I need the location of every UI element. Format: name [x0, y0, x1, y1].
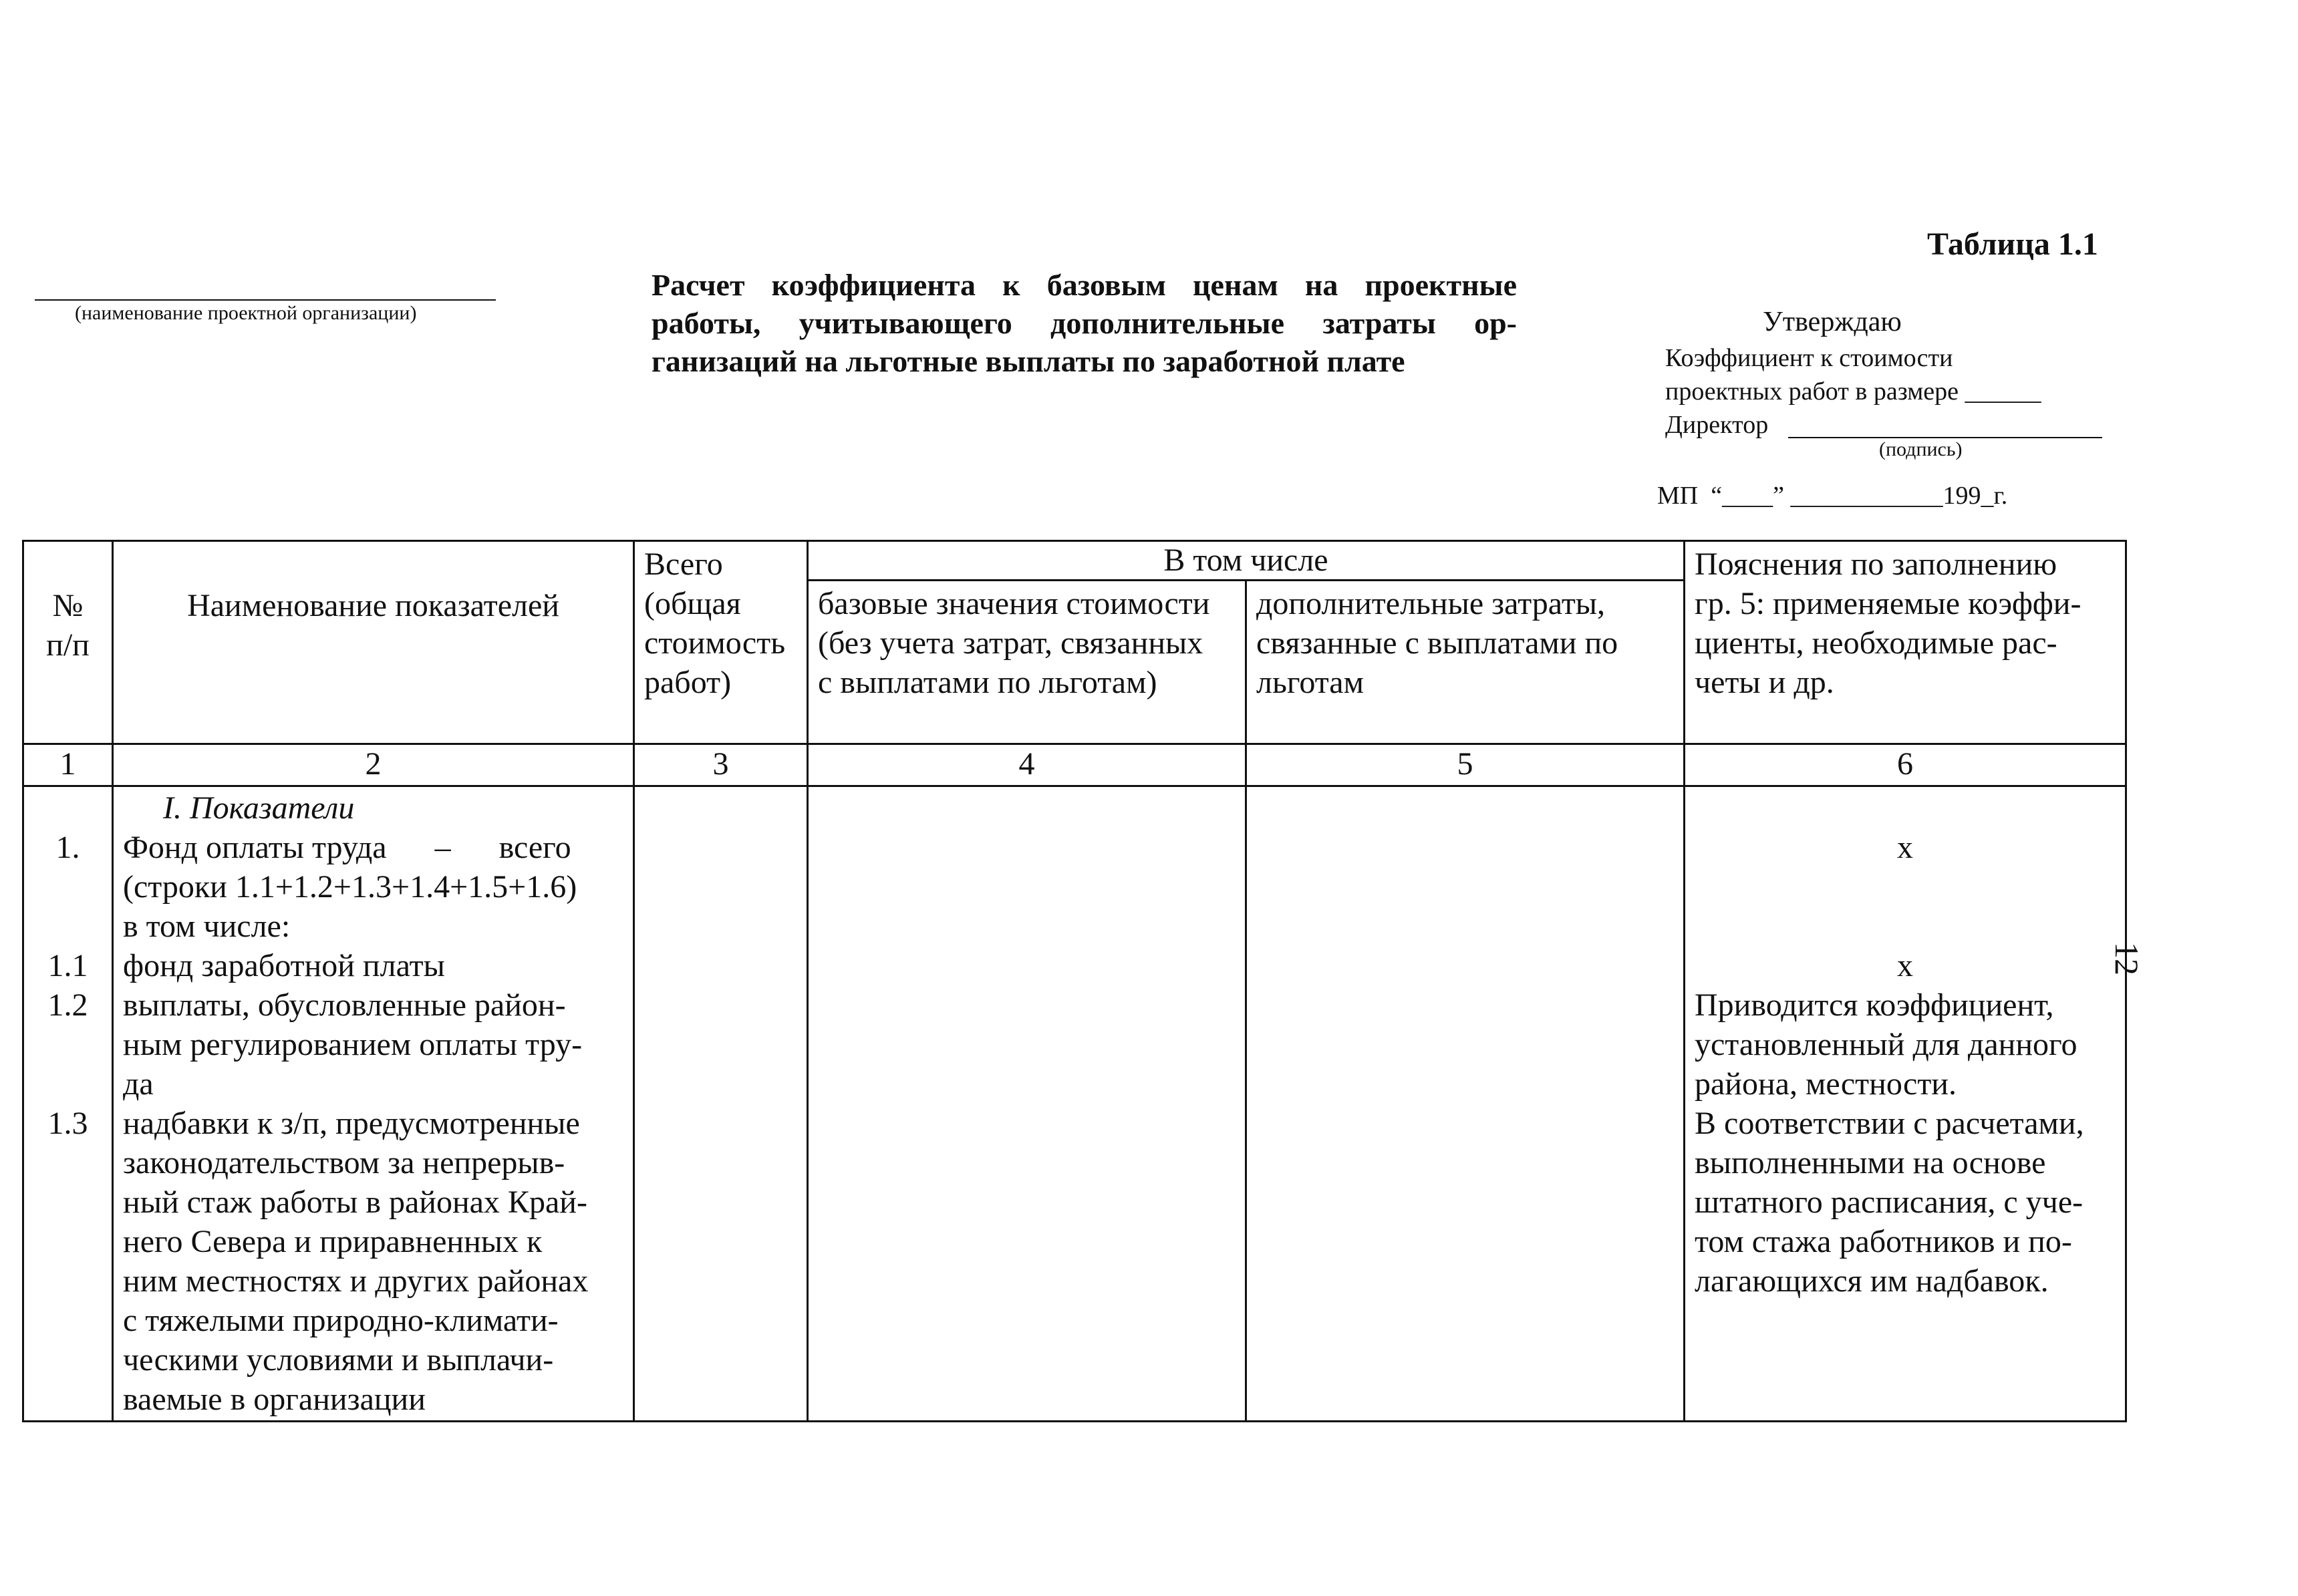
header-additional-costs: дополнительные затраты, связанные с выплатами по льготам [1246, 581, 1685, 744]
header-including-group: В том числе [808, 541, 1685, 581]
director-label: Директор [1665, 411, 1769, 439]
column-number-1: 1 [23, 744, 113, 786]
title-line-1: Расчет коэффициента к базовым ценам на проектные [652, 268, 1517, 302]
org-name-line [35, 299, 496, 301]
document-title [652, 266, 1517, 380]
row-numbers-cell [23, 786, 113, 1422]
page-number: 12 [2108, 942, 2146, 975]
signature-caption: (подпись) [1879, 438, 1963, 460]
section-title: I. Показатели [163, 790, 355, 826]
org-name-caption: (наименование проектной организации) [75, 302, 417, 324]
column-number-4: 4 [808, 744, 1246, 786]
base-values-cell [808, 786, 1246, 1422]
note-text: Приводится коэффициент, установленный для данного района, местности. [1695, 987, 2077, 1102]
header-indicator-name: Наименование показателей [113, 541, 634, 744]
coefficient-table [22, 540, 2127, 1422]
note-x-mark: х [1897, 830, 1913, 865]
indicator-name: выплаты, обусловленные район- ным регулированием оплаты тру- да [123, 987, 583, 1102]
note-x-mark: х [1897, 948, 1913, 983]
column-number-6: 6 [1685, 744, 2126, 786]
stamp-date-line: МП “____” ____________199_г. [1657, 482, 2008, 510]
row-number: 1.3 [47, 1106, 88, 1141]
indicator-name: фонд заработной платы [123, 948, 445, 983]
title-line-3: ганизаций на льготные выплаты по заработной плате [652, 344, 1405, 378]
approval-heading: Утверждаю [1763, 307, 1902, 337]
header-notes: Пояснения по заполнению гр. 5: применяемые коэффи- циенты, необходимые рас- четы и др. [1685, 541, 2126, 744]
title-line-2: работы, учитывающего дополнительные затраты ор- [652, 306, 1517, 340]
row-number: 1. [55, 830, 80, 865]
table-label: Таблица 1.1 [1927, 226, 2098, 262]
additional-costs-cell [1246, 786, 1685, 1422]
approval-line-2: проектных работ в размере ______ [1665, 377, 2041, 406]
indicator-names-cell [113, 786, 634, 1422]
total-cell [634, 786, 808, 1422]
header-total: Всего (общая стоимость работ) [634, 541, 808, 744]
indicator-name: Фонд оплаты труда – всего (строки 1.1+1.2+1.3+1.4+1.5+1.6) в том числе: [123, 830, 577, 944]
header-row-number: № п/п [23, 541, 113, 744]
row-number: 1.2 [47, 987, 88, 1023]
column-number-2: 2 [113, 744, 634, 786]
column-number-5: 5 [1246, 744, 1685, 786]
column-number-3: 3 [634, 744, 808, 786]
approval-line-1: Коэффициент к стоимости [1665, 344, 1953, 372]
note-text: В соответствии с расчетами, выполненными на основе штатного расписания, с уче- том стажа работников и по- лагающихся им надбавок. [1695, 1106, 2084, 1299]
header-base-values: базовые значения стоимости (без учета затрат, связанных с выплатами по льготам) [808, 581, 1246, 744]
indicator-name: надбавки к з/п, предусмотренные законодательством за непрерыв- ный стаж работы в районах Край- него Севера и приравненных к ним местностях и других районах с тяжелыми природно-климати- ческими условиями и выплачи- ваемые в организации [123, 1106, 589, 1417]
row-number: 1.1 [47, 948, 88, 983]
notes-cell [1685, 786, 2126, 1422]
